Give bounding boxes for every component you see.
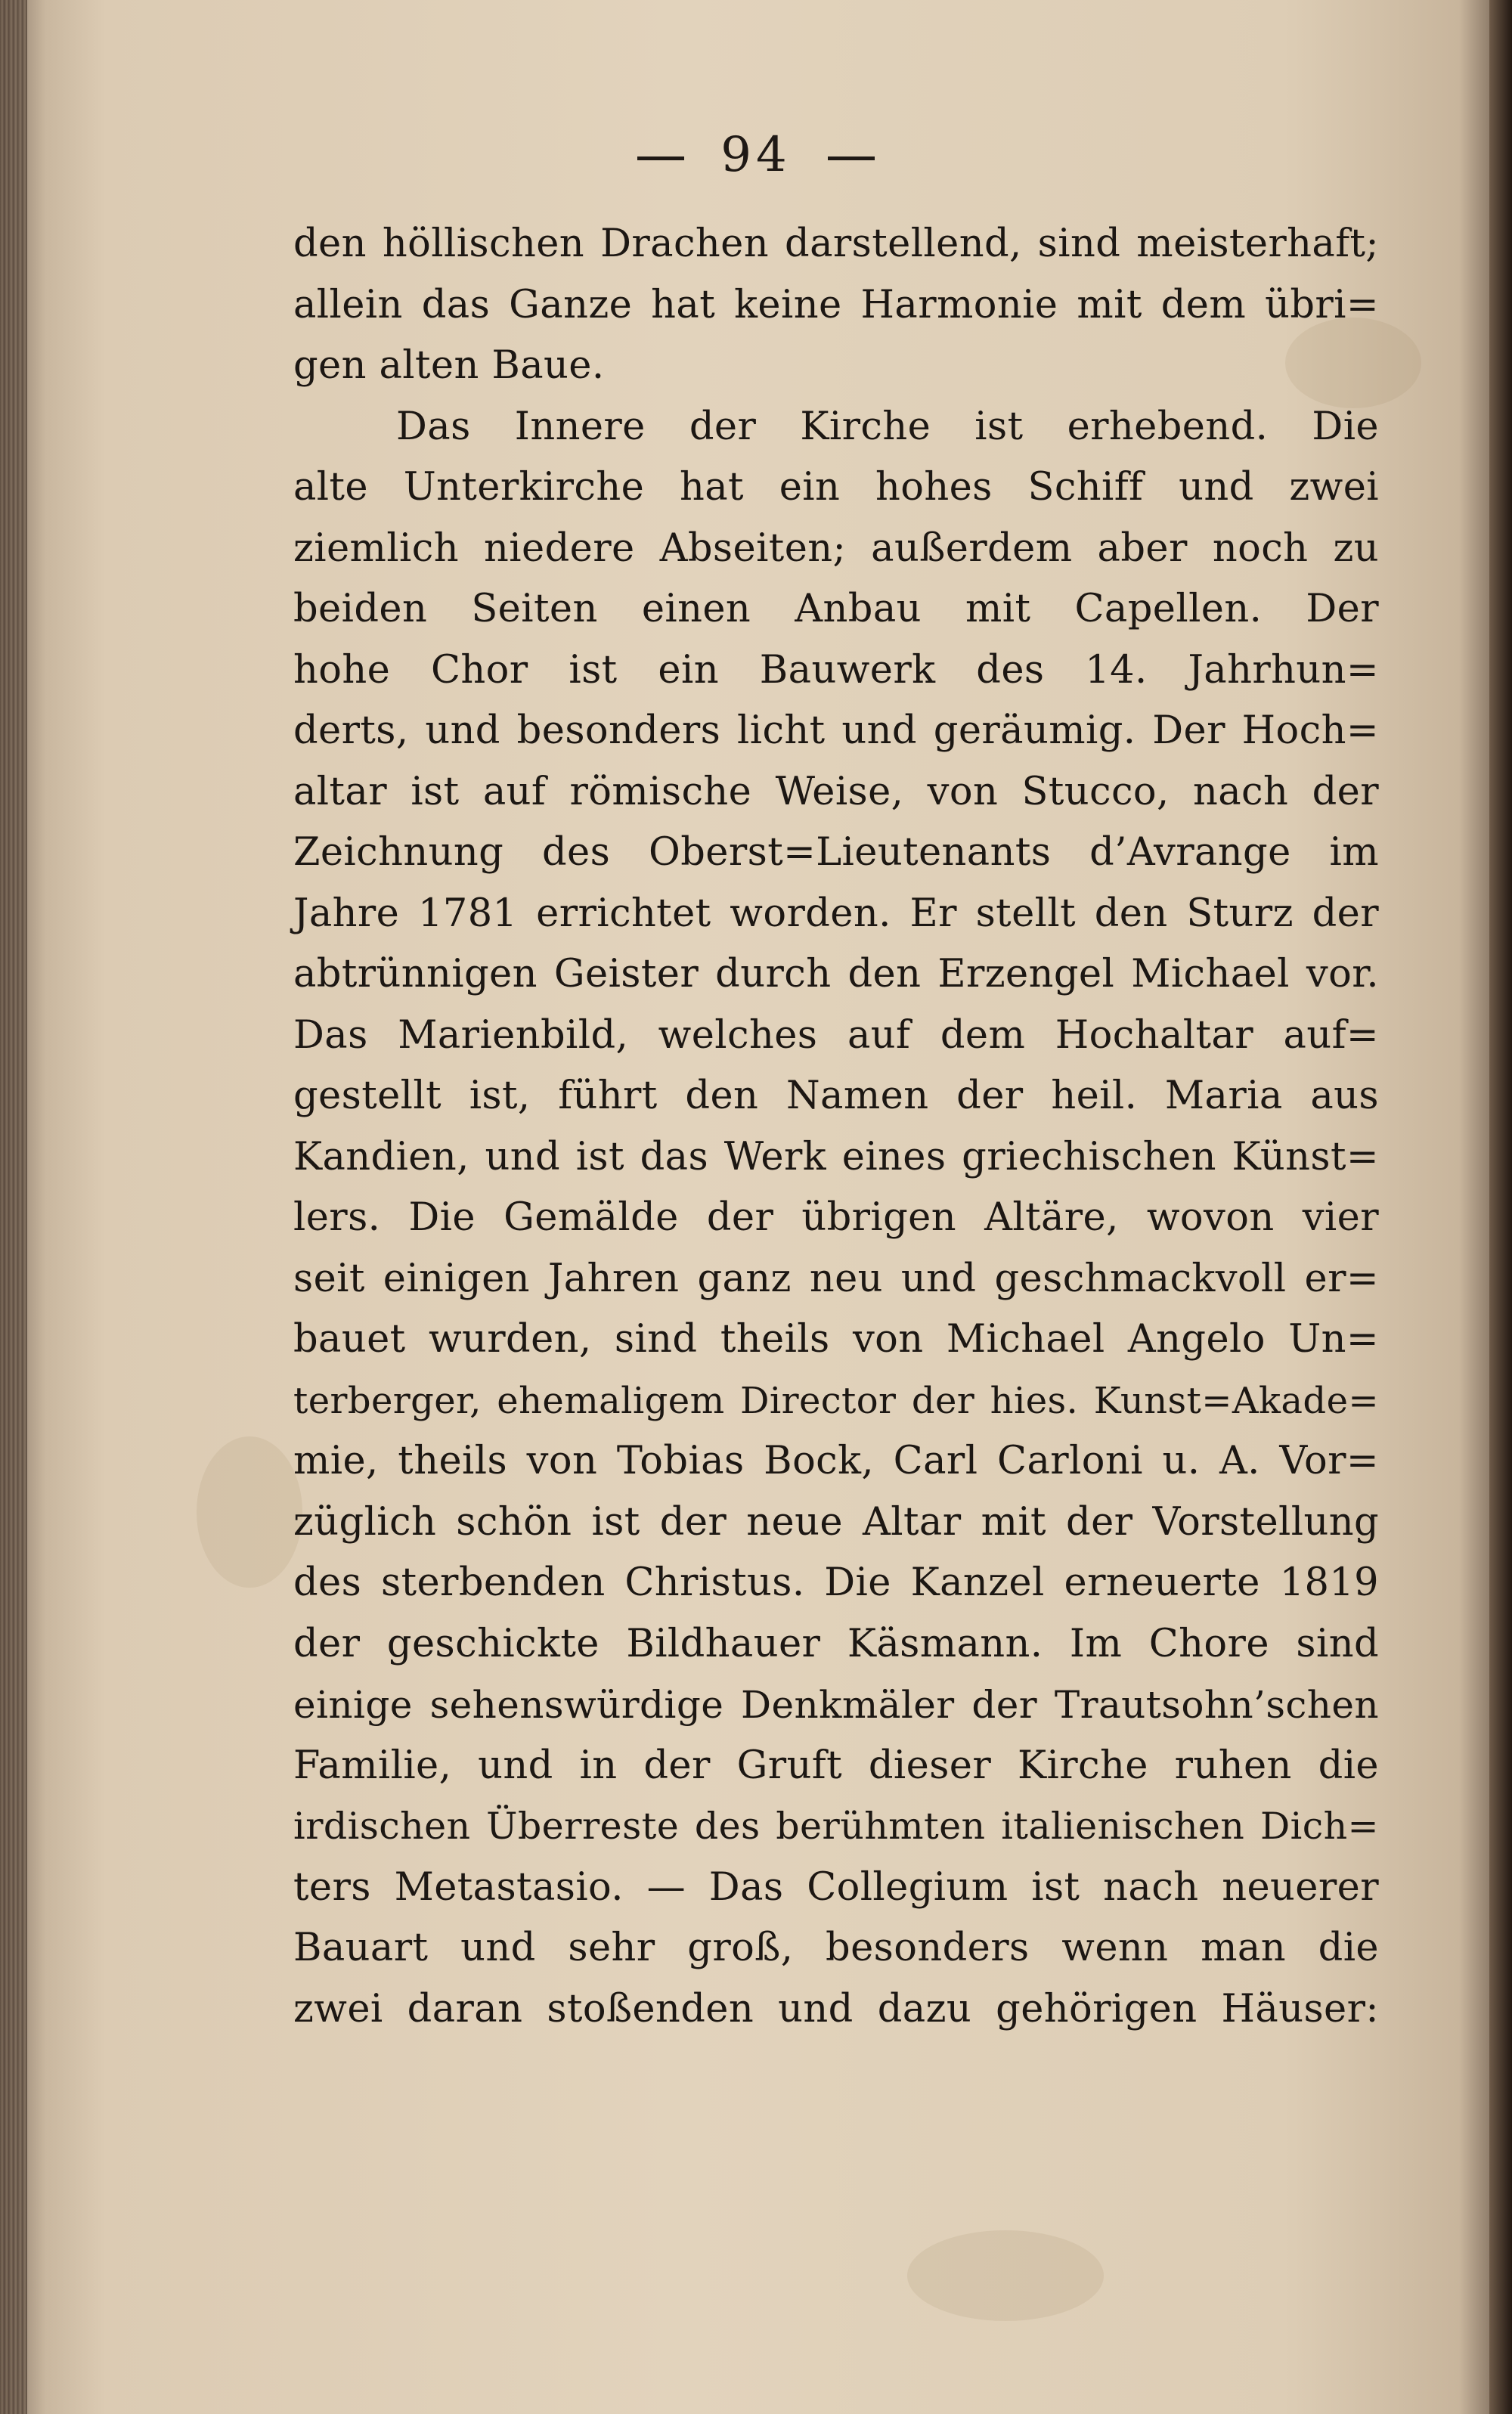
text-line: mie, theils von Tobias Bock, Carl Carloni u. A. Vor= xyxy=(293,1439,1379,1483)
header-dash-left xyxy=(637,156,684,160)
text-line: alte Unterkirche hat ein hohes Schiff und zwei xyxy=(293,465,1379,510)
text-line: Das Marienbild, welches auf dem Hochaltar auf= xyxy=(293,1012,1379,1058)
text-line: des sterbenden Christus. Die Kanzel erneuerte 1819 xyxy=(293,1560,1379,1605)
text-line: irdischen Überreste des berühmten italienischen Dich= xyxy=(293,1805,1379,1848)
text-line: der geschickte Bildhauer Käsmann. Im Chore sind xyxy=(293,1621,1379,1666)
text-line: hohe Chor ist ein Bauwerk des 14. Jahrhun= xyxy=(293,647,1379,693)
text-line: abtrünnigen Geister durch den Erzengel Michael vor. xyxy=(293,952,1379,996)
page-gutter xyxy=(0,0,27,2414)
paper-stain xyxy=(197,1436,302,1588)
text-line: gen alten Baue. xyxy=(293,343,605,388)
text-line: Bauart und sehr groß, besonders wenn man die xyxy=(293,1926,1379,1970)
text-line: bauet wurden, sind theils von Michael Angelo Un= xyxy=(293,1317,1379,1362)
paper-stain xyxy=(907,2230,1104,2321)
text-line: gestellt ist, führt den Namen der heil. Maria aus xyxy=(293,1074,1379,1118)
text-line: lers. Die Gemälde der übrigen Altäre, wovon vier xyxy=(293,1195,1379,1240)
text-line: züglich schön ist der neue Altar mit der Vorstellung xyxy=(293,1499,1379,1545)
text-line: Das Innere der Kirche ist erhebend. Die xyxy=(396,404,1379,449)
text-line: Zeichnung des Oberst=Lieutenants d’Avrange im xyxy=(293,830,1379,875)
text-line: ters Metastasio. — Das Collegium ist nach neuerer xyxy=(293,1864,1379,1910)
text-line: zwei daran stoßenden und dazu gehörigen Häuser: xyxy=(293,1986,1379,2031)
text-line: derts, und besonders licht und geräumig. Der Hoch= xyxy=(293,708,1379,753)
text-line: allein das Ganze hat keine Harmonie mit dem übri= xyxy=(293,282,1379,327)
text-line: terberger, ehemaligem Director der hies. Kunst=Akade= xyxy=(293,1379,1379,1422)
page-edge xyxy=(1489,0,1512,2414)
page-number: 94 xyxy=(720,127,792,183)
text-line: beiden Seiten einen Anbau mit Capellen. Der xyxy=(293,587,1379,631)
text-line: seit einigen Jahren ganz neu und geschmackvoll er= xyxy=(293,1256,1379,1301)
text-line: den höllischen Drachen darstellend, sind meisterhaft; xyxy=(293,222,1379,266)
text-line: einige sehenswürdige Denkmäler der Trautsohn’schen xyxy=(293,1683,1379,1727)
text-line: Kandien, und ist das Werk eines griechischen Künst= xyxy=(293,1134,1379,1179)
text-line: Familie, und in der Gruft dieser Kirche ruhen die xyxy=(293,1743,1379,1788)
text-line: Jahre 1781 errichtet worden. Er stellt den Sturz der xyxy=(293,891,1379,936)
text-line: altar ist auf römische Weise, von Stucco, nach der xyxy=(293,769,1379,814)
text-line: ziemlich niedere Abseiten; außerdem aber noch zu xyxy=(293,525,1379,571)
header-dash-right xyxy=(828,156,875,160)
body-text xyxy=(293,214,1379,2040)
page-header xyxy=(0,127,1512,183)
